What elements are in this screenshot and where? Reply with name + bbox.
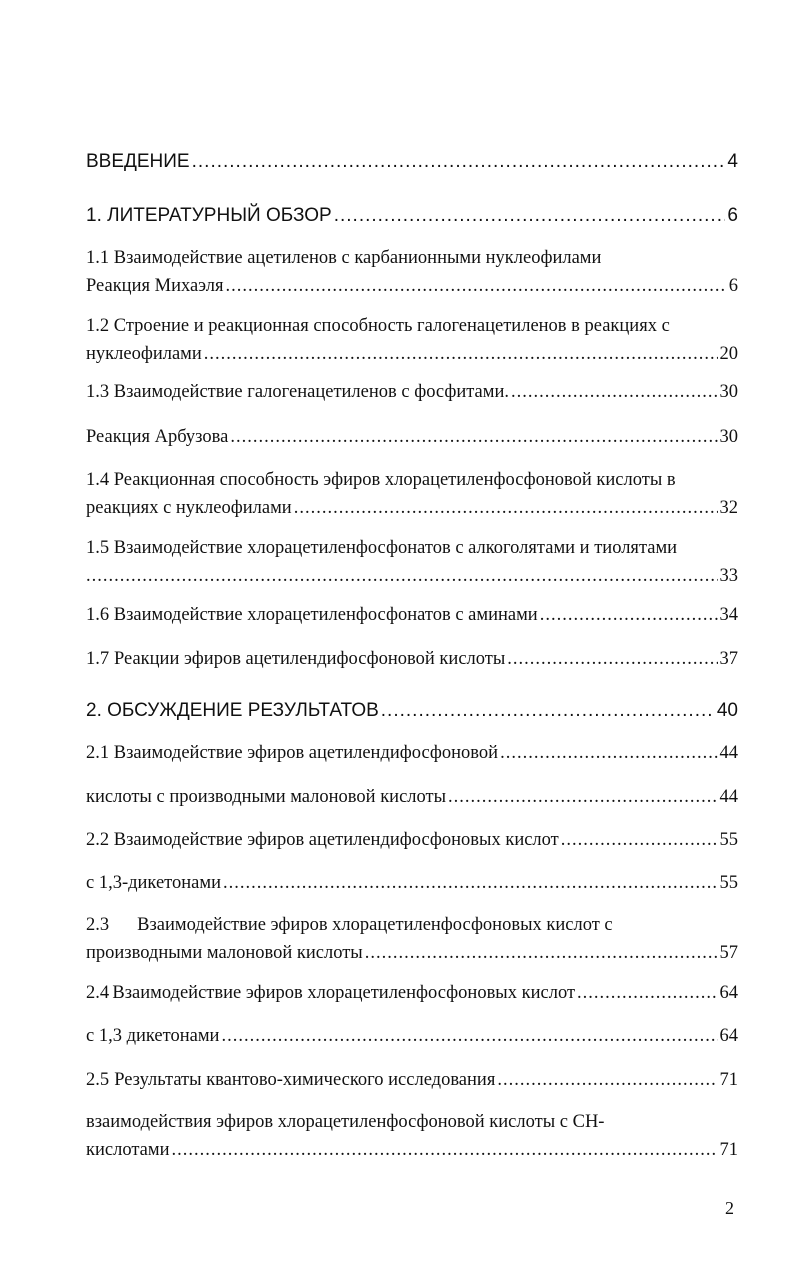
toc-page: 37 xyxy=(719,649,738,669)
toc-entry-1-5 xyxy=(86,534,738,590)
toc-title: ВВЕДЕНИЕ xyxy=(86,151,190,172)
toc-entry-1-3 xyxy=(86,378,738,406)
toc-number: 2.4 xyxy=(86,983,110,1003)
toc-entry-2-4-cont xyxy=(86,1022,738,1050)
dot-leader xyxy=(500,739,717,767)
toc-entry-2-2 xyxy=(86,826,738,854)
toc-number: 2.3 xyxy=(86,915,110,935)
toc-page: 57 xyxy=(719,943,738,963)
toc-title: 1. ЛИТЕРАТУРНЫЙ ОБЗОР xyxy=(86,205,332,226)
toc-page: 4 xyxy=(727,151,738,172)
dot-leader xyxy=(226,272,727,300)
toc-page: 55 xyxy=(719,830,738,850)
toc-entry-introduction xyxy=(86,148,738,176)
dot-leader xyxy=(171,1136,717,1164)
toc-entry-2-2-cont xyxy=(86,869,738,897)
toc-title-line2: нуклеофилами xyxy=(86,344,202,364)
toc-page: 20 xyxy=(719,344,738,364)
dot-leader xyxy=(540,601,718,629)
toc-title-line2: реакциях с нуклеофилами xyxy=(86,498,292,518)
dot-leader xyxy=(511,378,718,406)
page-number: 2 xyxy=(725,1198,734,1218)
toc-page: 71 xyxy=(719,1140,738,1160)
toc-entry-1-7 xyxy=(86,645,738,673)
toc-entry-discussion xyxy=(86,697,738,725)
dot-leader xyxy=(381,697,715,725)
toc-title-line1: Взаимодействие эфиров хлорацетиленфосфоновых кислот с xyxy=(137,915,613,935)
toc-page: 34 xyxy=(719,605,738,625)
dot-leader xyxy=(86,562,718,590)
toc-title: с 1,3 дикетонами xyxy=(86,1026,220,1046)
toc-title-line1: взаимодействия эфиров хлорацетиленфосфоновой кислоты с СН- xyxy=(86,1112,605,1132)
dot-leader xyxy=(192,148,726,176)
dot-leader xyxy=(365,939,718,967)
toc-title: Реакции эфиров ацетилендифосфоновой кислоты xyxy=(113,649,506,669)
toc-entry-2-5 xyxy=(86,1066,738,1094)
toc-page: 30 xyxy=(719,382,738,402)
dot-leader xyxy=(507,645,717,673)
toc-title: 2.2 Взаимодействие эфиров ацетилендифосфоновых кислот xyxy=(86,830,559,850)
dot-leader xyxy=(294,494,718,522)
toc-number: 1.7 xyxy=(86,649,110,669)
toc-entry-arbuzov xyxy=(86,423,738,451)
dot-leader xyxy=(448,783,717,811)
toc-title-line2: кислотами xyxy=(86,1140,170,1160)
toc-title: кислоты с производными малоновой кислоты xyxy=(86,787,447,807)
toc-page: 71 xyxy=(719,1070,738,1090)
toc-entry-1-1 xyxy=(86,244,738,300)
toc-title: 1.6 Взаимодействие хлорацетиленфосфонатов с аминами xyxy=(86,605,538,625)
toc-title: Результаты квантово-химического исследования xyxy=(114,1070,496,1090)
toc-entry-2-1 xyxy=(86,739,738,767)
toc-title-line1: 1.5 Взаимодействие хлорацетиленфосфонатов с алкоголятами и тиолятами xyxy=(86,538,678,558)
toc-title-line1: 1.1 Взаимодействие ацетиленов с карбанионными нуклеофилами xyxy=(86,248,602,268)
toc-page: 64 xyxy=(719,983,738,1003)
toc-page: 44 xyxy=(719,787,738,807)
toc-number: 2.5 xyxy=(86,1070,110,1090)
toc-entry-2-1-cont xyxy=(86,783,738,811)
toc-entry-1-4 xyxy=(86,466,738,522)
toc-title: 2.1 Взаимодействие эфиров ацетилендифосфоновой xyxy=(86,743,499,763)
toc-page: 33 xyxy=(719,566,738,586)
toc-entry-2-4 xyxy=(86,979,738,1007)
toc-title-line1: 1.2 Строение и реакционная способность галогенацетиленов в реакциях с xyxy=(86,316,670,336)
toc-page: 64 xyxy=(719,1026,738,1046)
dot-leader xyxy=(561,826,718,854)
dot-leader xyxy=(334,202,726,230)
toc-title: 2. ОБСУЖДЕНИЕ РЕЗУЛЬТАТОВ xyxy=(86,700,379,721)
toc-page: 55 xyxy=(719,873,738,893)
toc-page: 30 xyxy=(719,427,738,447)
toc-title-line2: производными малоновой кислоты xyxy=(86,943,363,963)
toc-title: Взаимодействие эфиров хлорацетиленфосфоновых кислот xyxy=(112,983,576,1003)
toc-title-line1: 1.4 Реакционная способность эфиров хлорацетиленфосфоновой кислоты в xyxy=(86,470,676,490)
dot-leader xyxy=(230,423,717,451)
toc-title: 1.3 Взаимодействие галогенацетиленов с фосфитами. xyxy=(86,382,509,402)
toc-page: 44 xyxy=(719,743,738,763)
toc-page: 6 xyxy=(728,276,738,296)
toc-page: 32 xyxy=(719,498,738,518)
toc-entry-literature-review xyxy=(86,202,738,230)
dot-leader xyxy=(204,340,718,368)
toc-title-line2: Реакция Михаэля xyxy=(86,276,224,296)
toc-title: Реакция Арбузова xyxy=(86,427,229,447)
toc-page: 40 xyxy=(716,700,738,721)
dot-leader xyxy=(577,979,717,1007)
toc-entry-1-6 xyxy=(86,601,738,629)
toc-title: с 1,3-дикетонами xyxy=(86,873,221,893)
dot-leader xyxy=(221,1022,717,1050)
toc-entry-2-3 xyxy=(86,911,738,967)
dot-leader xyxy=(223,869,718,897)
toc-page: 6 xyxy=(727,205,738,226)
dot-leader xyxy=(497,1066,717,1094)
toc-entry-1-2 xyxy=(86,312,738,368)
toc-entry-2-5-cont xyxy=(86,1108,738,1164)
